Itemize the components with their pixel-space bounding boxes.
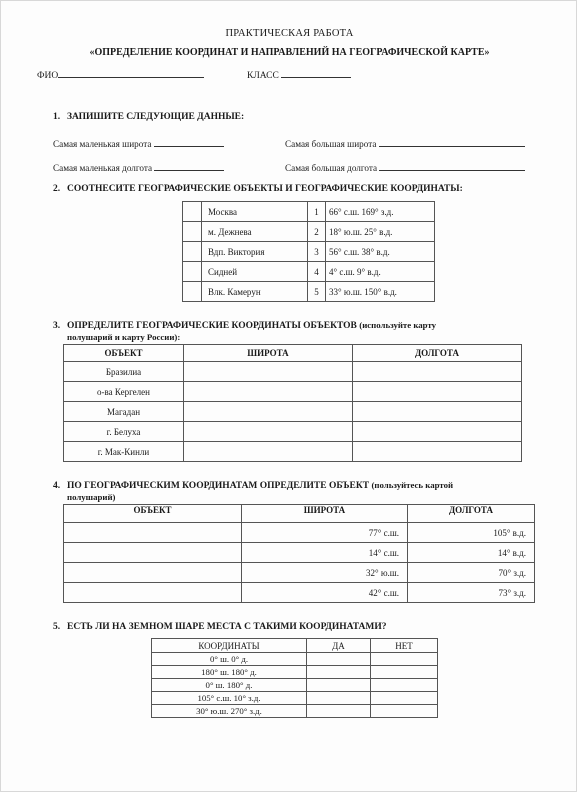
table-row: г. Мак-Кинли: [64, 442, 522, 462]
table-row: 14° с.ш. 14° в.д.: [64, 543, 535, 563]
no-answer-cell[interactable]: [371, 653, 438, 666]
yes-answer-cell[interactable]: [307, 653, 371, 666]
table-row: г. Белуха: [64, 422, 522, 442]
table-row: Москва 1 66° с.ш. 169° з.д.: [183, 202, 435, 222]
table-row: 0° ш. 180° д.: [152, 679, 438, 692]
yes-answer-cell[interactable]: [307, 705, 371, 718]
min-longitude-blank[interactable]: [154, 161, 224, 171]
lat-answer-cell[interactable]: [184, 382, 353, 402]
table-row: 0° ш. 0° д.: [152, 653, 438, 666]
min-longitude-field: Самая маленькая долгота: [53, 161, 224, 173]
object-answer-cell[interactable]: [64, 543, 242, 563]
section-4-heading-cont: полушарий): [67, 492, 116, 502]
class-blank[interactable]: [281, 68, 351, 78]
lon-answer-cell[interactable]: [353, 382, 522, 402]
no-answer-cell[interactable]: [371, 666, 438, 679]
find-object-table: [63, 504, 535, 603]
table-header-row: ОБЪЕКТ ШИРОТА ДОЛГОТА: [64, 505, 535, 523]
lon-answer-cell[interactable]: [353, 362, 522, 382]
object-answer-cell[interactable]: [64, 583, 242, 603]
table-row: 180° ш. 180° д.: [152, 666, 438, 679]
section-3-heading: 3. ОПРЕДЕЛИТЕ ГЕОГРАФИЧЕСКИЕ КООРДИНАТЫ ОБЪЕКТОВ (используйте карту: [53, 320, 437, 331]
max-longitude-blank[interactable]: [379, 161, 525, 171]
existence-table: [151, 638, 438, 718]
table-row: Бразилиа: [64, 362, 522, 382]
max-longitude-field: Самая большая долгота: [285, 161, 525, 173]
coords-table: [63, 344, 522, 462]
min-latitude-blank[interactable]: [154, 137, 224, 147]
match-table: [182, 201, 435, 302]
fio-line: [37, 68, 204, 81]
table-row: 32° ю.ш. 70° з.д.: [64, 563, 535, 583]
page-subtitle: «ОПРЕДЕЛЕНИЕ КООРДИНАТ И НАПРАВЛЕНИЙ НА ГЕОГРАФИЧЕСКОЙ КАРТЕ»: [89, 47, 490, 58]
lat-answer-cell[interactable]: [184, 422, 353, 442]
yes-answer-cell[interactable]: [307, 692, 371, 705]
object-answer-cell[interactable]: [64, 523, 242, 543]
table-row: Влк. Камерун 5 33° ю.ш. 150° в.д.: [183, 282, 435, 302]
table-row: Сидней 4 4° с.ш. 9° в.д.: [183, 262, 435, 282]
no-answer-cell[interactable]: [371, 705, 438, 718]
section-4-heading: 4. ПО ГЕОГРАФИЧЕСКИМ КООРДИНАТАМ ОПРЕДЕЛИТЕ ОБЪЕКТ (пользуйтесь картой: [53, 480, 454, 491]
table-row: Магадан: [64, 402, 522, 422]
min-latitude-field: Самая маленькая широта: [53, 137, 224, 149]
fio-label: ФИО: [37, 71, 59, 81]
table-row: 105° с.ш. 10° з.д.: [152, 692, 438, 705]
object-answer-cell[interactable]: [64, 563, 242, 583]
section-3-heading-cont: полушарий и карту России):: [67, 332, 181, 342]
lat-answer-cell[interactable]: [184, 362, 353, 382]
section-1-heading: 1. ЗАПИШИТЕ СЛЕДУЮЩИЕ ДАННЫЕ:: [53, 112, 245, 122]
page-title: ПРАКТИЧЕСКАЯ РАБОТА: [225, 28, 354, 39]
table-row: 77° с.ш. 105° в.д.: [64, 523, 535, 543]
lat-answer-cell[interactable]: [184, 402, 353, 422]
lon-answer-cell[interactable]: [353, 402, 522, 422]
yes-answer-cell[interactable]: [307, 679, 371, 692]
yes-answer-cell[interactable]: [307, 666, 371, 679]
table-row: 42° с.ш. 73° з.д.: [64, 583, 535, 603]
max-latitude-blank[interactable]: [379, 137, 525, 147]
no-answer-cell[interactable]: [371, 679, 438, 692]
max-latitude-field: Самая большая широта: [285, 137, 525, 149]
table-row: м. Дежнева 2 18° ю.ш. 25° в.д.: [183, 222, 435, 242]
lat-answer-cell[interactable]: [184, 442, 353, 462]
lon-answer-cell[interactable]: [353, 422, 522, 442]
table-row: Вдп. Виктория 3 56° с.ш. 38° в.д.: [183, 242, 435, 262]
section-2-heading: 2. СООТНЕСИТЕ ГЕОГРАФИЧЕСКИЕ ОБЪЕКТЫ И ГЕОГРАФИЧЕСКИЕ КООРДИНАТЫ:: [53, 184, 463, 194]
no-answer-cell[interactable]: [371, 692, 438, 705]
class-label: КЛАСС: [247, 71, 279, 81]
table-header-row: КООРДИНАТЫ ДА НЕТ: [152, 639, 438, 653]
table-row: о-ва Кергелен: [64, 382, 522, 402]
table-row: 30° ю.ш. 270° з.д.: [152, 705, 438, 718]
fio-blank[interactable]: [58, 68, 204, 78]
table-header-row: ОБЪЕКТ ШИРОТА ДОЛГОТА: [64, 345, 522, 362]
lon-answer-cell[interactable]: [353, 442, 522, 462]
section-5-heading: 5. ЕСТЬ ЛИ НА ЗЕМНОМ ШАРЕ МЕСТА С ТАКИМИ КООРДИНАТАМИ?: [53, 622, 387, 632]
class-line: [247, 68, 351, 81]
